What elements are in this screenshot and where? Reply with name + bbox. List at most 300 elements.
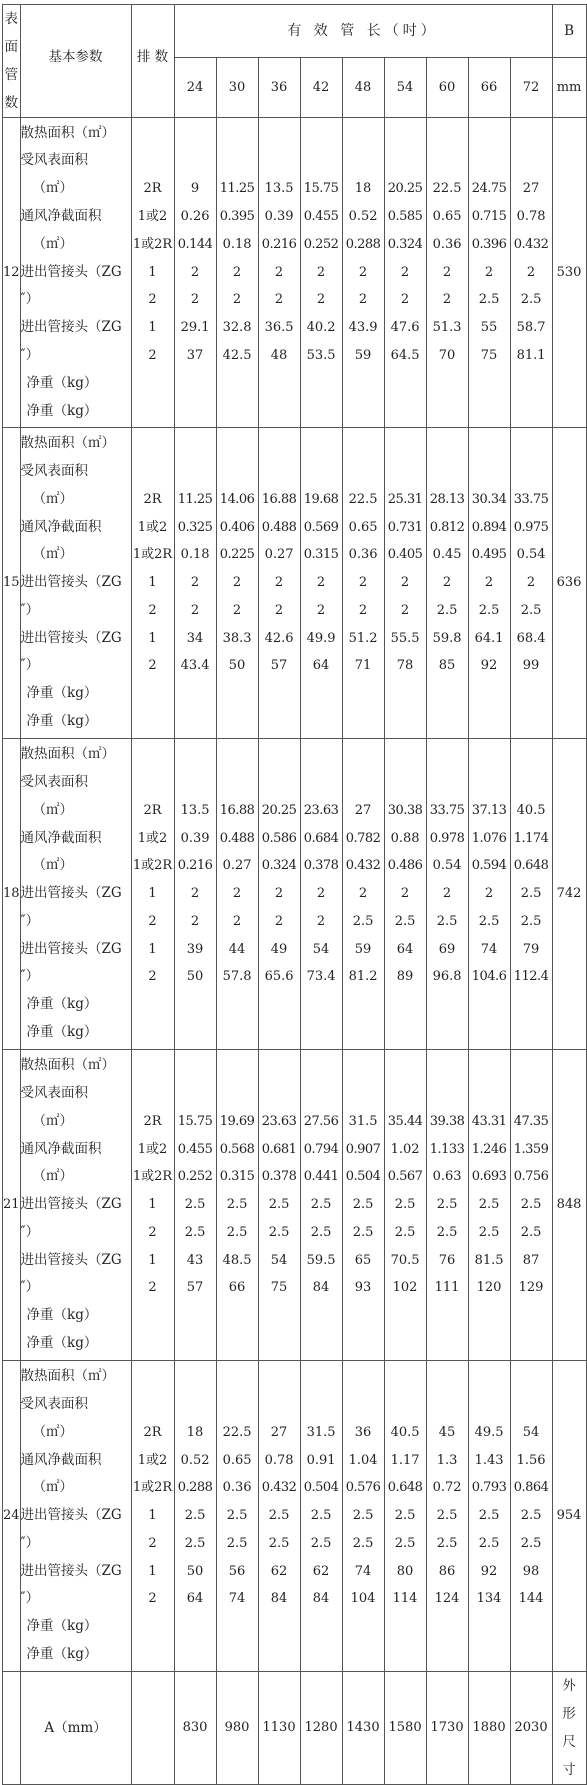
value-cell: 80 <box>396 1563 414 1579</box>
value-column <box>468 739 510 1050</box>
length-header: 48 <box>342 58 384 118</box>
value-cell: 66 <box>228 1280 246 1296</box>
value-cell: 2 <box>358 292 368 308</box>
value-cell: 65 <box>354 1252 372 1268</box>
value-cell: 0.26 <box>180 209 210 224</box>
rows-header: 排 数 <box>131 5 174 118</box>
b-header: B <box>552 5 586 58</box>
value-cell: 134 <box>476 1591 502 1607</box>
value-cell: 0.216 <box>177 858 213 874</box>
param-labels <box>20 739 131 1050</box>
value-cell: 2 <box>358 886 368 902</box>
row-count: 1 <box>148 264 157 280</box>
value-cell: 0.54 <box>516 547 546 563</box>
value-cell: 50 <box>228 658 246 674</box>
param-label: 净重（kg） <box>26 996 98 1013</box>
value-column <box>216 1050 258 1361</box>
param-label: ″） <box>20 1590 40 1607</box>
value-column <box>258 428 300 739</box>
value-cell: 64 <box>312 658 330 674</box>
value-column <box>258 1050 300 1361</box>
value-cell: 47.6 <box>390 320 420 336</box>
value-cell: 64.1 <box>474 630 504 646</box>
value-cell: 2 <box>232 886 242 902</box>
value-cell: 0.715 <box>471 209 507 224</box>
param-label: （㎡） <box>32 546 74 563</box>
value-cell: 0.52 <box>348 209 378 224</box>
value-cell: 2 <box>316 886 326 902</box>
value-column <box>342 1050 384 1361</box>
value-cell: 86 <box>438 1563 456 1579</box>
value-cell: 22.5 <box>432 181 462 197</box>
value-cell: 2.5 <box>520 1535 542 1551</box>
value-cell: 75 <box>270 1280 288 1296</box>
value-cell: 2 <box>316 602 326 618</box>
value-cell: 0.27 <box>222 858 252 874</box>
value-column <box>342 1361 384 1672</box>
value-cell: 2 <box>190 264 200 280</box>
value-cell: 0.585 <box>387 209 423 224</box>
value-cell: 51.2 <box>348 630 378 646</box>
value-cell: 27 <box>270 1424 288 1440</box>
value-cell: 0.36 <box>222 1480 252 1496</box>
value-cell: 54 <box>522 1424 540 1440</box>
length-header: 60 <box>426 58 468 118</box>
param-label: 净重（kg） <box>26 713 98 730</box>
value-cell: 0.395 <box>219 209 255 224</box>
value-cell: 2.5 <box>436 1508 458 1524</box>
value-cell: 70 <box>438 347 456 363</box>
value-cell: 2.5 <box>310 1224 332 1240</box>
value-cell: 0.488 <box>219 830 255 846</box>
value-cell: 2.5 <box>478 1197 500 1213</box>
param-label: （㎡） <box>32 235 74 252</box>
value-column <box>174 118 216 428</box>
value-cell: 1.076 <box>471 830 507 846</box>
a-label: A（mm） <box>20 1672 131 1785</box>
value-column <box>468 118 510 428</box>
value-column <box>174 428 216 739</box>
a-value: 1730 <box>426 1672 468 1785</box>
value-cell: 22.5 <box>222 1424 252 1440</box>
value-cell: 11.25 <box>177 491 213 507</box>
param-label: ″） <box>20 291 40 308</box>
value-cell: 0.288 <box>345 236 381 252</box>
row-count: 1 <box>148 1197 157 1213</box>
value-cell: 47.35 <box>513 1113 549 1129</box>
value-cell: 39.38 <box>429 1113 465 1129</box>
value-cell: 2.5 <box>436 602 458 618</box>
value-cell: 30.38 <box>387 802 423 818</box>
b-value: 954 <box>552 1361 586 1672</box>
value-cell: 2.5 <box>268 1224 290 1240</box>
value-cell: 76 <box>438 1252 456 1268</box>
row-count-labels <box>131 739 174 1050</box>
value-cell: 2.5 <box>436 913 458 929</box>
outline-size-char: 外 <box>562 1678 576 1694</box>
value-cell: 81.5 <box>474 1252 504 1268</box>
value-column <box>342 739 384 1050</box>
param-label: 进出管接头（ZG <box>20 1562 122 1579</box>
row-count: 2 <box>148 1535 157 1551</box>
row-count: 1或2R <box>132 236 173 252</box>
value-cell: 0.756 <box>513 1169 549 1185</box>
value-cell: 2.5 <box>184 1224 206 1240</box>
value-cell: 1.359 <box>513 1141 549 1157</box>
value-cell: 0.324 <box>387 236 423 252</box>
value-cell: 2 <box>358 602 368 618</box>
tube-count: 12 <box>3 118 21 428</box>
value-cell: 48.5 <box>222 1252 252 1268</box>
value-cell: 0.315 <box>303 547 339 563</box>
param-label: （㎡） <box>32 1479 74 1496</box>
value-cell: 0.504 <box>345 1169 381 1185</box>
param-label: 通风净截面积 <box>20 518 102 535</box>
header-char: 管 <box>4 67 19 83</box>
value-cell: 34 <box>186 630 204 646</box>
value-cell: 1.246 <box>471 1141 507 1157</box>
value-cell: 2.5 <box>394 1224 416 1240</box>
value-cell: 0.568 <box>219 1141 255 1157</box>
value-cell: 84 <box>270 1591 288 1607</box>
row-count: 1或2R <box>132 1480 173 1496</box>
param-label: 净重（kg） <box>26 1646 98 1663</box>
value-cell: 2.5 <box>520 1197 542 1213</box>
value-cell: 84 <box>312 1591 330 1607</box>
value-cell: 99 <box>522 658 540 674</box>
value-cell: 27.56 <box>303 1113 339 1129</box>
value-cell: 2 <box>190 575 200 591</box>
value-cell: 2.5 <box>268 1508 290 1524</box>
value-cell: 0.39 <box>180 830 210 846</box>
value-cell: 0.684 <box>303 830 339 846</box>
value-cell: 92 <box>480 1563 498 1579</box>
value-cell: 0.91 <box>306 1452 336 1468</box>
value-cell: 2.5 <box>520 292 542 308</box>
value-cell: 2 <box>316 575 326 591</box>
a-value: 1280 <box>300 1672 342 1785</box>
param-label: （㎡） <box>32 490 74 507</box>
value-cell: 0.405 <box>387 547 423 563</box>
param-label: 净重（kg） <box>26 402 98 419</box>
value-cell: 0.978 <box>429 830 465 846</box>
value-cell: 40.5 <box>516 802 546 818</box>
value-cell: 0.648 <box>513 858 549 874</box>
row-count: 2R <box>143 1424 162 1440</box>
row-count: 1或2 <box>137 830 168 846</box>
param-label: ″） <box>20 1534 40 1551</box>
value-cell: 50 <box>186 1563 204 1579</box>
value-cell: 2.5 <box>436 1197 458 1213</box>
value-cell: 2 <box>274 913 284 929</box>
value-cell: 69 <box>438 941 456 957</box>
value-cell: 33.75 <box>513 491 549 507</box>
header-char: 表 <box>4 11 19 27</box>
value-column <box>174 1050 216 1361</box>
value-cell: 2.5 <box>478 1224 500 1240</box>
value-cell: 64 <box>396 941 414 957</box>
value-cell: 114 <box>392 1591 418 1607</box>
a-value: 980 <box>216 1672 258 1785</box>
value-cell: 39 <box>186 941 204 957</box>
value-column <box>216 739 258 1050</box>
value-cell: 2 <box>358 264 368 280</box>
length-header: 42 <box>300 58 342 118</box>
value-cell: 0.648 <box>387 1480 423 1496</box>
value-cell: 102 <box>392 1280 418 1296</box>
value-cell: 2.5 <box>478 1508 500 1524</box>
value-cell: 0.975 <box>513 519 549 535</box>
value-cell: 2.5 <box>394 1535 416 1551</box>
row-count: 2 <box>148 1591 157 1607</box>
value-cell: 120 <box>476 1280 502 1296</box>
value-column <box>342 428 384 739</box>
value-cell: 75 <box>480 347 498 363</box>
value-column <box>384 428 426 739</box>
value-cell: 32.8 <box>222 320 252 336</box>
outline-size-char: 形 <box>562 1706 576 1722</box>
group-row <box>3 1050 587 1361</box>
value-cell: 2.5 <box>184 1197 206 1213</box>
param-label: 净重（kg） <box>26 1335 98 1352</box>
value-cell: 2.5 <box>310 1535 332 1551</box>
value-cell: 2.5 <box>352 913 374 929</box>
value-cell: 30.34 <box>471 491 507 507</box>
value-cell: 2.5 <box>226 1535 248 1551</box>
param-label: （㎡） <box>32 857 74 874</box>
param-label: 净重（kg） <box>26 374 98 391</box>
value-cell: 0.216 <box>261 236 297 252</box>
value-cell: 84 <box>312 1280 330 1296</box>
value-cell: 0.18 <box>222 236 252 252</box>
value-cell: 2 <box>232 292 242 308</box>
value-cell: 87 <box>522 1252 540 1268</box>
value-cell: 62 <box>312 1563 330 1579</box>
b-unit: mm <box>552 58 586 118</box>
value-cell: 2 <box>526 575 536 591</box>
value-cell: 59 <box>354 347 372 363</box>
value-column <box>468 1050 510 1361</box>
value-cell: 85 <box>438 658 456 674</box>
value-cell: 81.2 <box>348 969 378 985</box>
value-cell: 40.2 <box>306 320 336 336</box>
length-header: 24 <box>174 58 216 118</box>
value-cell: 64 <box>186 1591 204 1607</box>
value-cell: 0.567 <box>387 1169 423 1185</box>
value-column <box>426 428 468 739</box>
value-cell: 68.4 <box>516 630 546 646</box>
row-count: 1或2 <box>137 1141 168 1157</box>
param-label: （㎡） <box>32 180 74 197</box>
value-cell: 50 <box>186 969 204 985</box>
value-cell: 2 <box>274 575 284 591</box>
value-cell: 0.864 <box>513 1480 549 1496</box>
group-row <box>3 739 587 1050</box>
value-cell: 2.5 <box>394 1508 416 1524</box>
param-label: ″） <box>20 1223 40 1240</box>
value-column <box>258 118 300 428</box>
value-cell: 2.5 <box>520 913 542 929</box>
value-cell: 35.44 <box>387 1113 423 1129</box>
value-column <box>300 428 342 739</box>
value-cell: 38.3 <box>222 630 252 646</box>
value-column <box>510 739 552 1050</box>
value-cell: 0.794 <box>303 1141 339 1157</box>
length-header: 54 <box>384 58 426 118</box>
surface-tubes-header <box>3 5 21 118</box>
value-cell: 129 <box>518 1280 544 1296</box>
b-value: 530 <box>552 118 586 428</box>
row-count: 2 <box>148 347 157 363</box>
param-labels <box>20 1361 131 1672</box>
row-count-labels <box>131 1050 174 1361</box>
row-count: 1或2 <box>137 519 168 535</box>
value-cell: 2.5 <box>478 602 500 618</box>
value-cell: 104.6 <box>471 969 507 985</box>
value-cell: 0.288 <box>177 1480 213 1496</box>
value-column <box>300 1361 342 1672</box>
value-cell: 0.396 <box>471 236 507 252</box>
row-count: 1或2R <box>132 1169 173 1185</box>
row-count-labels <box>131 118 174 428</box>
value-cell: 2 <box>232 264 242 280</box>
value-cell: 0.65 <box>432 209 462 224</box>
param-label: 受风表面积 <box>20 1084 89 1101</box>
value-cell: 2.5 <box>268 1535 290 1551</box>
value-cell: 45 <box>438 1424 456 1440</box>
value-cell: 0.52 <box>180 1452 210 1468</box>
value-cell: 13.5 <box>180 802 210 818</box>
value-cell: 29.1 <box>180 320 210 336</box>
value-cell: 0.378 <box>261 1169 297 1185</box>
value-cell: 64.5 <box>390 347 420 363</box>
value-cell: 78 <box>396 658 414 674</box>
row-count: 1或2R <box>132 547 173 563</box>
value-cell: 124 <box>434 1591 460 1607</box>
footer-row <box>3 1672 587 1785</box>
value-cell: 2.5 <box>394 913 416 929</box>
value-cell: 2 <box>274 292 284 308</box>
param-labels <box>20 428 131 739</box>
value-cell: 0.18 <box>180 547 210 563</box>
value-cell: 2 <box>190 886 200 902</box>
value-cell: 0.72 <box>432 1480 462 1496</box>
value-column <box>258 1361 300 1672</box>
param-label: ″） <box>20 601 40 618</box>
value-cell: 53.5 <box>306 347 336 363</box>
value-cell: 22.5 <box>348 491 378 507</box>
value-column <box>426 118 468 428</box>
value-cell: 0.315 <box>219 1169 255 1185</box>
value-cell: 27 <box>522 181 540 197</box>
value-cell: 0.88 <box>390 830 420 846</box>
value-cell: 48 <box>270 347 288 363</box>
row-count-labels <box>131 1361 174 1672</box>
value-cell: 0.693 <box>471 1169 507 1185</box>
value-cell: 2.5 <box>268 1197 290 1213</box>
value-cell: 58.7 <box>516 320 546 336</box>
value-cell: 2 <box>526 264 536 280</box>
param-label: 进出管接头（ZG <box>20 263 122 280</box>
value-cell: 112.4 <box>513 969 549 985</box>
value-cell: 1.174 <box>513 830 549 846</box>
param-label: ″） <box>20 1279 40 1296</box>
value-cell: 55.5 <box>390 630 420 646</box>
value-column <box>216 428 258 739</box>
value-cell: 0.406 <box>219 519 255 535</box>
value-column <box>300 118 342 428</box>
header-char: 面 <box>4 39 19 55</box>
value-cell: 2 <box>442 292 452 308</box>
value-cell: 57.8 <box>222 969 252 985</box>
param-label: 净重（kg） <box>26 1618 98 1635</box>
value-cell: 2 <box>316 913 326 929</box>
value-cell: 0.78 <box>264 1452 294 1468</box>
row-count: 1 <box>148 320 157 336</box>
param-label: 进出管接头（ZG <box>20 885 122 902</box>
value-cell: 96.8 <box>432 969 462 985</box>
value-cell: 0.325 <box>177 519 213 535</box>
param-label: 进出管接头（ZG <box>20 319 122 336</box>
value-cell: 0.486 <box>387 858 423 874</box>
value-cell: 2.5 <box>310 1197 332 1213</box>
row-count: 2R <box>143 802 162 818</box>
value-cell: 56 <box>228 1563 246 1579</box>
value-cell: 0.731 <box>387 519 423 535</box>
param-label: 受风表面积 <box>20 152 89 169</box>
row-count: 2 <box>148 292 157 308</box>
value-cell: 43.9 <box>348 320 378 336</box>
value-cell: 2.5 <box>352 1197 374 1213</box>
value-cell: 2 <box>400 886 410 902</box>
value-cell: 2 <box>358 575 368 591</box>
value-cell: 18 <box>186 1424 204 1440</box>
value-cell: 2.5 <box>520 1224 542 1240</box>
value-cell: 20.25 <box>261 802 297 818</box>
value-column <box>510 1050 552 1361</box>
value-cell: 24.75 <box>471 181 507 197</box>
value-cell: 15.75 <box>177 1113 213 1129</box>
value-cell: 93 <box>354 1280 372 1296</box>
value-cell: 33.75 <box>429 802 465 818</box>
param-label: 受风表面积 <box>20 773 89 790</box>
param-label: 散热面积（㎡） <box>20 435 116 452</box>
value-cell: 36.5 <box>264 320 294 336</box>
value-cell: 43 <box>186 1252 204 1268</box>
value-column <box>258 739 300 1050</box>
param-label: 进出管接头（ZG <box>20 629 122 646</box>
value-cell: 2.5 <box>352 1224 374 1240</box>
value-cell: 144 <box>518 1591 544 1607</box>
value-cell: 44 <box>228 941 246 957</box>
value-column <box>300 739 342 1050</box>
value-cell: 2 <box>316 292 326 308</box>
outline-size-char: 寸 <box>562 1762 576 1778</box>
value-cell: 0.144 <box>177 236 213 252</box>
value-cell: 49.9 <box>306 630 336 646</box>
value-cell: 2.5 <box>520 1508 542 1524</box>
group-row <box>3 118 587 428</box>
value-cell: 74 <box>228 1591 246 1607</box>
row-count: 1 <box>148 1252 157 1268</box>
value-cell: 2.5 <box>478 913 500 929</box>
param-label: ″） <box>20 346 40 363</box>
header-char: 数 <box>4 95 19 111</box>
value-cell: 55 <box>480 320 498 336</box>
value-cell: 2.5 <box>436 1224 458 1240</box>
value-column <box>342 118 384 428</box>
a-value: 830 <box>174 1672 216 1785</box>
